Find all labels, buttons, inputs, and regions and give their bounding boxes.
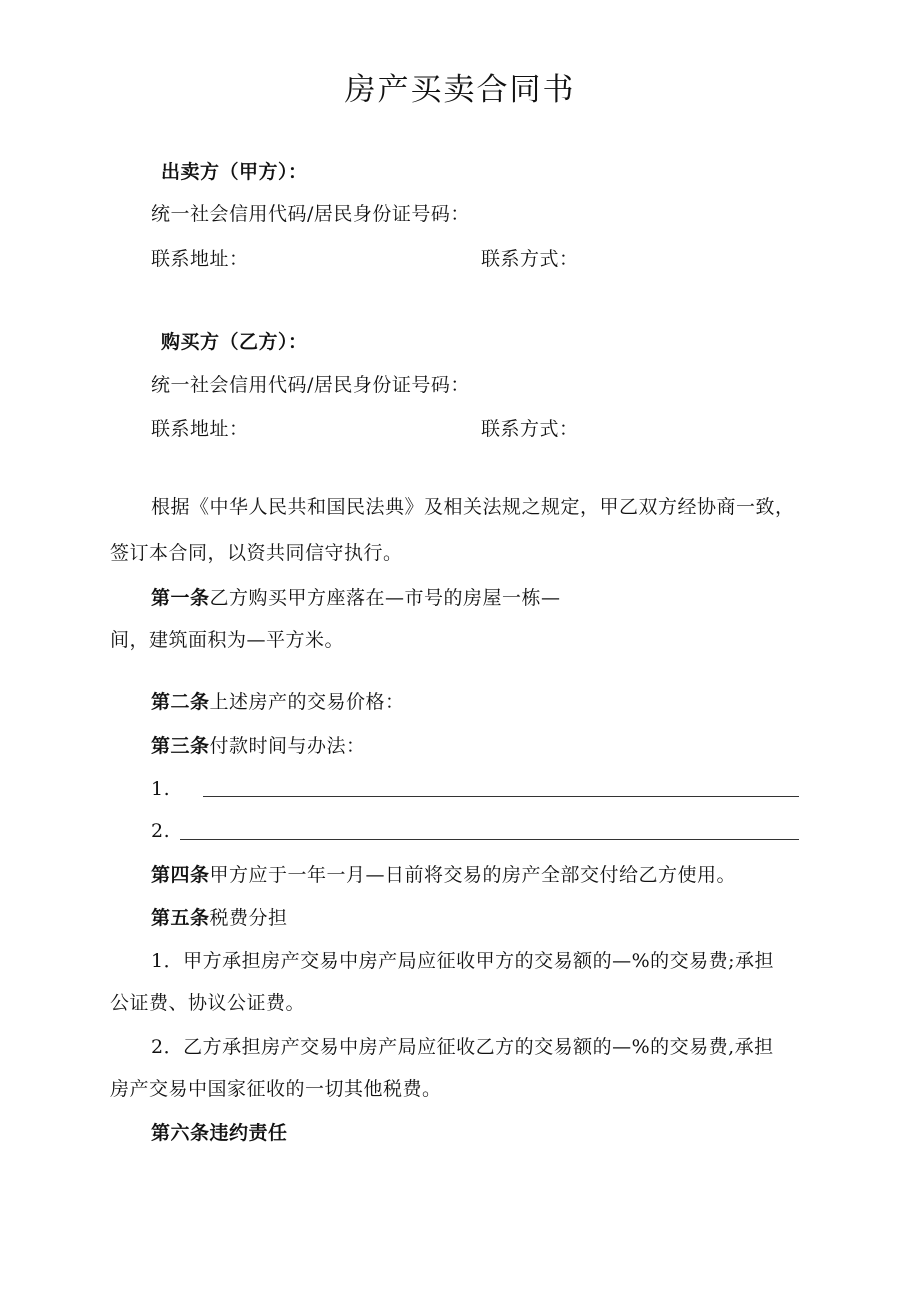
preamble-line-2: 签订本合同，以资共同信守执行。 bbox=[110, 542, 403, 564]
article-2 bbox=[151, 690, 405, 714]
article-1-line-1 bbox=[151, 586, 561, 610]
article-5-item-1-line-2: 公证费、协议公证费。 bbox=[110, 992, 306, 1014]
article-5-label: 第五条 bbox=[151, 907, 210, 929]
article-6-heading: 第六条违约责任 bbox=[151, 1122, 288, 1144]
article-5-item-1-line-1: 1．甲方承担房产交易中房产局应征收甲方的交易额的—%的交易费;承担 bbox=[151, 950, 775, 972]
preamble-line-1: 根据《中华人民共和国民法典》及相关法规之规定，甲乙双方经协商一致， bbox=[151, 496, 795, 518]
seller-id-label: 统一社会信用代码/居民身份证号码： bbox=[151, 203, 470, 225]
article-4-text: 甲方应于一年一月—日前将交易的房产全部交付给乙方使用。 bbox=[209, 864, 737, 886]
article-1-text-1: 乙方购买甲方座落在—市号的房屋一栋— bbox=[209, 587, 561, 609]
article-4 bbox=[151, 863, 736, 887]
article-5-item-2-line-2: 房产交易中国家征收的一切其他税费。 bbox=[110, 1078, 442, 1100]
payment-item-2-number: 2. bbox=[151, 820, 171, 842]
seller-heading: 出卖方（甲方）： bbox=[161, 161, 308, 183]
seller-contact-label: 联系方式： bbox=[481, 248, 579, 270]
payment-item-1-blank bbox=[203, 796, 799, 797]
article-4-label: 第四条 bbox=[151, 864, 210, 886]
payment-item-2-blank bbox=[180, 839, 799, 840]
article-2-label: 第二条 bbox=[151, 691, 210, 713]
article-5-text: 税费分担 bbox=[209, 907, 288, 929]
article-5-item-2-line-1: 2．乙方承担房产交易中房产局应征收乙方的交易额的—%的交易费,承担 bbox=[151, 1036, 774, 1058]
document-title: 房产买卖合同书 bbox=[344, 72, 576, 108]
buyer-contact-label: 联系方式： bbox=[481, 418, 579, 440]
article-5 bbox=[151, 906, 288, 930]
article-3-label: 第三条 bbox=[151, 735, 210, 757]
article-1-label: 第一条 bbox=[151, 587, 210, 609]
seller-address-label: 联系地址： bbox=[151, 248, 249, 270]
payment-item-1-number: 1. bbox=[151, 778, 171, 800]
article-3-text: 付款时间与办法： bbox=[209, 735, 366, 757]
buyer-heading: 购买方（乙方）： bbox=[161, 331, 308, 353]
article-3 bbox=[151, 734, 366, 758]
article-2-text: 上述房产的交易价格： bbox=[209, 691, 405, 713]
buyer-address-label: 联系地址： bbox=[151, 418, 249, 440]
article-1-line-2: 间，建筑面积为—平方米。 bbox=[110, 629, 345, 651]
buyer-id-label: 统一社会信用代码/居民身份证号码： bbox=[151, 374, 470, 396]
